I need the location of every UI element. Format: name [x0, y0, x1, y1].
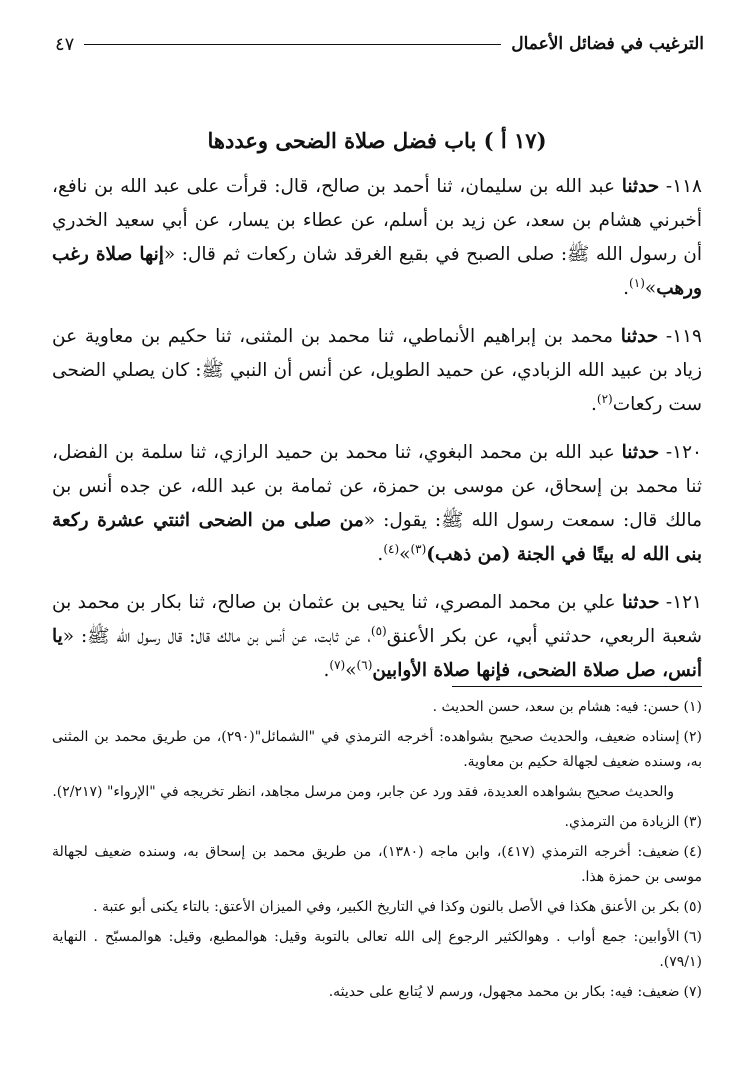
- matn-text: إنها صلاة رغب ورهب: [52, 244, 702, 299]
- hadith-number: ١١٨-: [659, 176, 702, 197]
- footnote-6: [52, 925, 702, 975]
- footnote-text: إسناده ضعيف، والحديث صحيح بشواهده: أخرجه الترمذي في "الشمائل"(٢٩٠)، من طريق محمد بن المثنى به، وسنده ضعيف لجهالة حكيم بن معاوية.: [52, 729, 702, 770]
- footnote-text: الزيادة من الترمذي.: [564, 814, 680, 830]
- sentence-end: .: [377, 544, 384, 565]
- haddathana-keyword: حدثنا: [621, 592, 660, 613]
- footnote-number: (٢): [683, 729, 703, 745]
- hadith-121: [52, 586, 702, 688]
- footnote-number: (٦): [683, 929, 702, 945]
- footnote-number: (٧): [683, 984, 702, 1000]
- matn-text: من صلى من الضحى اثنتي عشرة ركعة بنى الله له بيتًا في الجنة (من ذهب): [52, 510, 702, 565]
- footnotes: [52, 695, 702, 1010]
- hadith-number: ١٢١-: [659, 592, 702, 613]
- footnote-2-continued: [52, 780, 702, 805]
- footnote-4: [52, 840, 702, 890]
- hadith-119: [52, 320, 702, 422]
- chapter-heading: (١٧ أ ) باب فضل صلاة الضحى وعددها: [207, 128, 547, 153]
- footnote-ref: (١): [629, 275, 645, 290]
- page-number: ٤٧: [55, 33, 75, 55]
- footnote-ref: (٦): [356, 657, 373, 672]
- hadith-body: [52, 170, 702, 702]
- matn-text: يا أنس، صل صلاة الضحى، فإنها صلاة الأوابين: [52, 626, 702, 681]
- footnote-ref: (٢): [596, 391, 613, 406]
- footnote-number: (٤): [683, 844, 703, 860]
- footnote-7: [52, 980, 702, 1005]
- footnote-number: (٣): [683, 814, 702, 830]
- sentence-end: .: [591, 394, 597, 415]
- hadith-number: ١١٩-: [658, 326, 702, 347]
- footnote-text: ضعيف: فيه: بكار بن محمد مجهول، ورسم لا يُتابع على حديثه.: [328, 984, 680, 1000]
- haddathana-keyword: حدثنا: [620, 326, 659, 347]
- footnote-ref: (٤): [383, 541, 400, 556]
- footnote-text: حسن: فيه: هشام بن سعد، حسن الحديث .: [432, 699, 680, 715]
- header-rule: [84, 44, 501, 45]
- footnote-ref: (٣): [410, 541, 427, 556]
- hadith-120: [52, 436, 702, 572]
- isnad-text: علي بن محمد المصري، ثنا يحيى بن عثمان بن صالح، ثنا بكار بن محمد بن شعبة الربعي، حدثني أبي، عن بكر الأعنق: [52, 592, 702, 647]
- quote-close: »: [644, 278, 657, 299]
- isnad-text: عبد الله بن محمد البغوي، ثنا محمد بن حميد الرازي، ثنا سلمة بن الفضل، ثنا محمد بن إسحاق، عن موسى بن حمزة، عن ثمامة بن عبد الله، عن جده أنس بن مالك قال: سمعت رسول الله ﷺ: يقول: «: [52, 442, 702, 531]
- footnote-number: (١): [683, 699, 702, 715]
- sentence-end: .: [623, 278, 630, 299]
- footnote-text: والحديث صحيح بشواهده العديدة، فقد ورد عن جابر، ومن مرسل مجاهد، انظر تخريجه في "الإرواء" (٢/٢١٧).: [52, 784, 674, 800]
- hadith-118: [52, 170, 702, 306]
- footnote-text: الأوابين: جمع أواب . وهوالكثير الرجوع إلى الله تعالى بالتوبة وقيل: هوالمطيع، وقيل: هوالمسبّح . النهاية (٧٩/١).: [52, 929, 702, 970]
- sentence-end: .: [323, 660, 330, 681]
- running-title: الترغيب في فضائل الأعمال: [511, 34, 704, 54]
- running-header: [55, 30, 704, 58]
- footnote-1: [52, 695, 702, 720]
- footnote-3: [52, 810, 702, 835]
- haddathana-keyword: حدثنا: [621, 176, 660, 197]
- footnote-5: [52, 895, 702, 920]
- isnad-text: محمد بن إبراهيم الأنماطي، ثنا محمد بن المثنى، ثنا حكيم بن معاوية عن زياد بن عبيد الله الزبادي، عن حميد الطويل، عن أنس أن النبي ﷺ: كان يصلي الضحى ست ركعات: [52, 326, 702, 415]
- quote-close: »: [399, 544, 411, 565]
- quote-close: »: [345, 660, 357, 681]
- isnad-text: عبد الله بن سليمان، ثنا أحمد بن صالح، قال: قرأت على عبد الله بن نافع، أخبرني هشام بن سعد، عن زيد بن أسلم، عن عطاء بن يسار، عن أبي سعيد الخدري أن رسول الله ﷺ: صلى الصبح في بقيع الغرقد شان ركعات ثم قال: «: [52, 176, 702, 265]
- isnad-text-continued: ، عن ثابت، عن أنس بن مالك قال: قال رسول الله ﷺ: «: [62, 626, 371, 647]
- footnote-text: ضعيف: أخرجه الترمذي (٤١٧)، وابن ماجه (١٣٨٠)، من طريق محمد بن إسحاق به، وسنده ضعيف لجهالة موسى بن حمزة هذا.: [52, 844, 702, 885]
- haddathana-keyword: حدثنا: [621, 442, 660, 463]
- footnote-text: بكر بن الأعنق هكذا في الأصل بالنون وكذا في التاريخ الكبير، وفي الميزان الأعتق: بالتاء يكنى أبو عتبة .: [93, 899, 680, 915]
- footnote-separator: [452, 686, 702, 687]
- footnote-ref: (٧): [329, 657, 346, 672]
- footnote-number: (٥): [683, 899, 702, 915]
- hadith-number: ١٢٠-: [659, 442, 702, 463]
- footnote-2: [52, 725, 702, 775]
- footnote-ref: (٥): [370, 623, 387, 638]
